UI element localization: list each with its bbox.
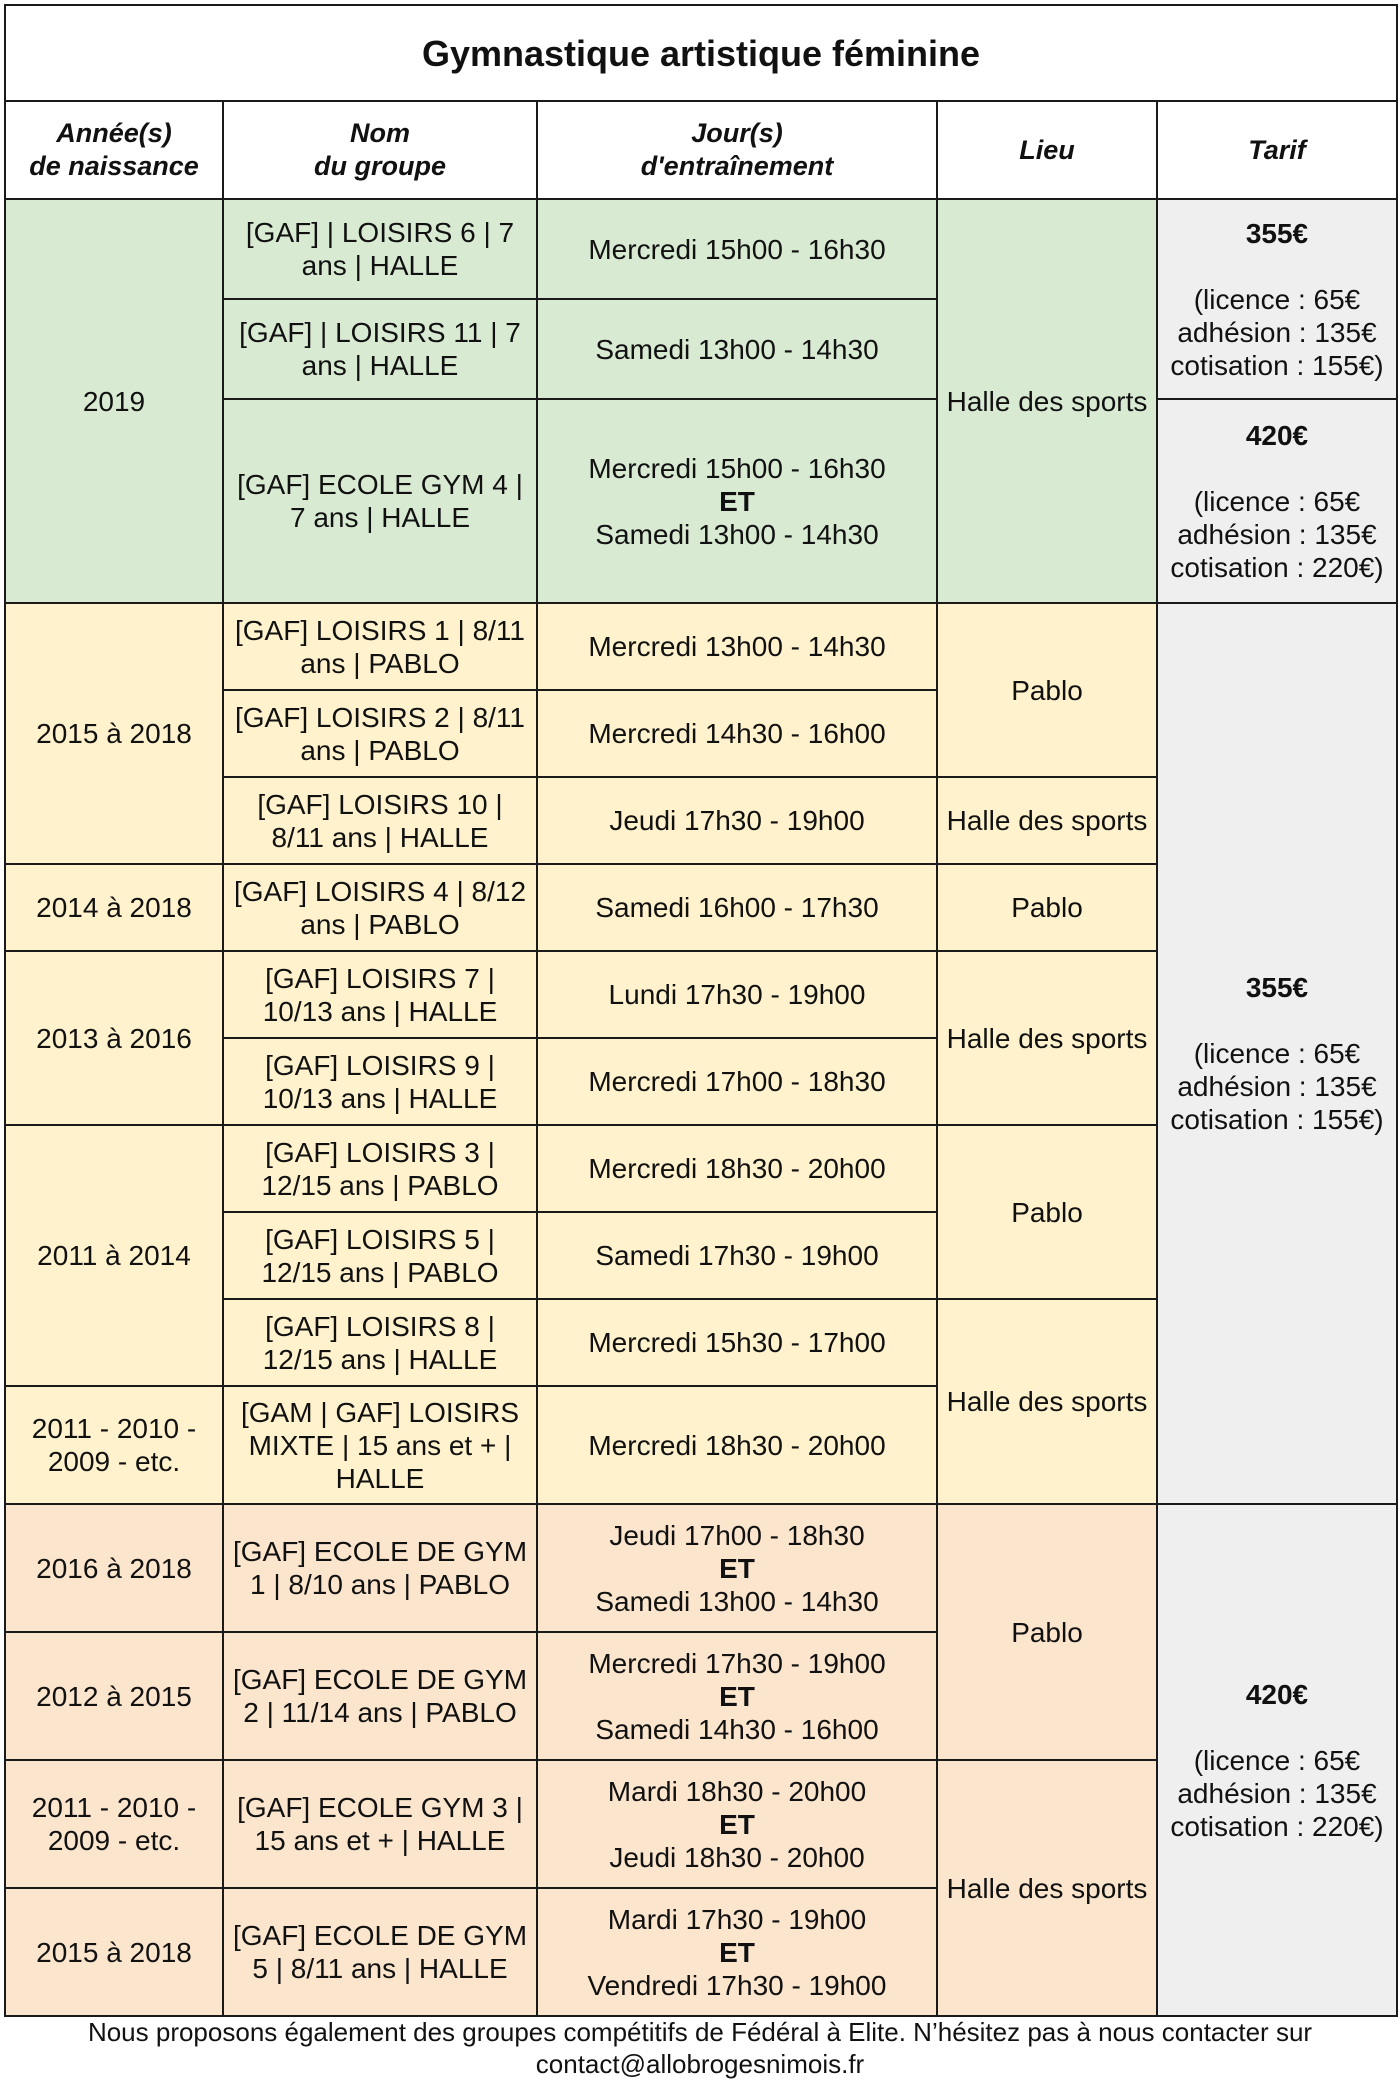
place-cell: Pablo [937,864,1157,951]
header-place: Lieu [937,101,1157,199]
place-cell: Halle des sports [937,199,1157,603]
group-cell: [GAF] LOISIRS 2 | 8/11 ans | PABLO [223,690,537,777]
day-cell: Samedi 13h00 - 14h30 [537,299,937,399]
place-cell: Pablo [937,1125,1157,1299]
day-cell: Mercredi 17h00 - 18h30 [537,1038,937,1125]
group-cell: [GAM | GAF] LOISIRS MIXTE | 15 ans et + | HALLE [223,1386,537,1504]
group-cell: [GAF] LOISIRS 7 | 10/13 ans | HALLE [223,951,537,1038]
day-cell: Mercredi 15h00 - 16h30 [537,199,937,299]
day-cell: Mardi 17h30 - 19h00 ET Vendredi 17h30 - 19h00 [537,1888,937,2016]
group-cell: [GAF] LOISIRS 4 | 8/12 ans | PABLO [223,864,537,951]
year-cell: 2019 [5,199,223,603]
schedule-table [4,4,1398,2017]
year-cell: 2012 à 2015 [5,1632,223,1760]
year-cell: 2014 à 2018 [5,864,223,951]
group-cell: [GAF] ECOLE DE GYM 1 | 8/10 ans | PABLO [223,1504,537,1632]
place-cell: Halle des sports [937,951,1157,1125]
day-cell: Mercredi 18h30 - 20h00 [537,1125,937,1212]
day-cell: Mardi 18h30 - 20h00 ET Jeudi 18h30 - 20h00 [537,1760,937,1888]
day-cell: Mercredi 18h30 - 20h00 [537,1386,937,1504]
day-cell: Jeudi 17h00 - 18h30 ET Samedi 13h00 - 14h30 [537,1504,937,1632]
price-cell: 355€ (licence : 65€ adhésion : 135€ cotisation : 155€) [1157,603,1397,1504]
year-cell: 2011 - 2010 - 2009 - etc. [5,1386,223,1504]
place-cell: Halle des sports [937,777,1157,864]
group-cell: [GAF] LOISIRS 3 | 12/15 ans | PABLO [223,1125,537,1212]
table-title: Gymnastique artistique féminine [5,5,1397,101]
year-cell: 2011 - 2010 - 2009 - etc. [5,1760,223,1888]
header-day: Jour(s) d'entraînement [537,101,937,199]
day-cell: Mercredi 13h00 - 14h30 [537,603,937,690]
year-cell: 2015 à 2018 [5,1888,223,2016]
day-cell: Samedi 17h30 - 19h00 [537,1212,937,1299]
price-cell: 355€ (licence : 65€ adhésion : 135€ cotisation : 155€) [1157,199,1397,399]
year-cell: 2016 à 2018 [5,1504,223,1632]
group-cell: [GAF] LOISIRS 10 | 8/11 ans | HALLE [223,777,537,864]
group-cell: [GAF] ECOLE DE GYM 5 | 8/11 ans | HALLE [223,1888,537,2016]
group-cell: [GAF] LOISIRS 9 | 10/13 ans | HALLE [223,1038,537,1125]
group-cell: [GAF] ECOLE GYM 4 | 7 ans | HALLE [223,399,537,603]
header-price: Tarif [1157,101,1397,199]
year-cell: 2013 à 2016 [5,951,223,1125]
group-cell: [GAF] | LOISIRS 6 | 7 ans | HALLE [223,199,537,299]
header-group: Nom du groupe [223,101,537,199]
day-cell: Jeudi 17h30 - 19h00 [537,777,937,864]
header-year: Année(s) de naissance [5,101,223,199]
group-cell: [GAF] LOISIRS 8 | 12/15 ans | HALLE [223,1299,537,1386]
group-cell: [GAF] LOISIRS 1 | 8/11 ans | PABLO [223,603,537,690]
day-cell: Mercredi 15h30 - 17h00 [537,1299,937,1386]
footer-note: Nous proposons également des groupes compétitifs de Fédéral à Elite. N’hésitez pas à nous contacter sur contact@allobrogesnimois.fr [87,2017,1313,2079]
group-cell: [GAF] ECOLE DE GYM 2 | 11/14 ans | PABLO [223,1632,537,1760]
group-cell: [GAF] LOISIRS 5 | 12/15 ans | PABLO [223,1212,537,1299]
place-cell: Pablo [937,603,1157,777]
day-cell: Mercredi 17h30 - 19h00 ET Samedi 14h30 - 16h00 [537,1632,937,1760]
day-cell: Samedi 16h00 - 17h30 [537,864,937,951]
schedule-sheet [4,4,1396,2017]
place-cell: Halle des sports [937,1760,1157,2016]
price-cell: 420€ (licence : 65€ adhésion : 135€ cotisation : 220€) [1157,399,1397,603]
group-cell: [GAF] ECOLE GYM 3 | 15 ans et + | HALLE [223,1760,537,1888]
price-cell: 420€ (licence : 65€ adhésion : 135€ cotisation : 220€) [1157,1504,1397,2016]
day-cell: Mercredi 14h30 - 16h00 [537,690,937,777]
year-cell: 2015 à 2018 [5,603,223,864]
day-cell: Mercredi 15h00 - 16h30 ET Samedi 13h00 - 14h30 [537,399,937,603]
place-cell: Halle des sports [937,1299,1157,1504]
place-cell: Pablo [937,1504,1157,1760]
group-cell: [GAF] | LOISIRS 11 | 7 ans | HALLE [223,299,537,399]
day-cell: Lundi 17h30 - 19h00 [537,951,937,1038]
year-cell: 2011 à 2014 [5,1125,223,1386]
